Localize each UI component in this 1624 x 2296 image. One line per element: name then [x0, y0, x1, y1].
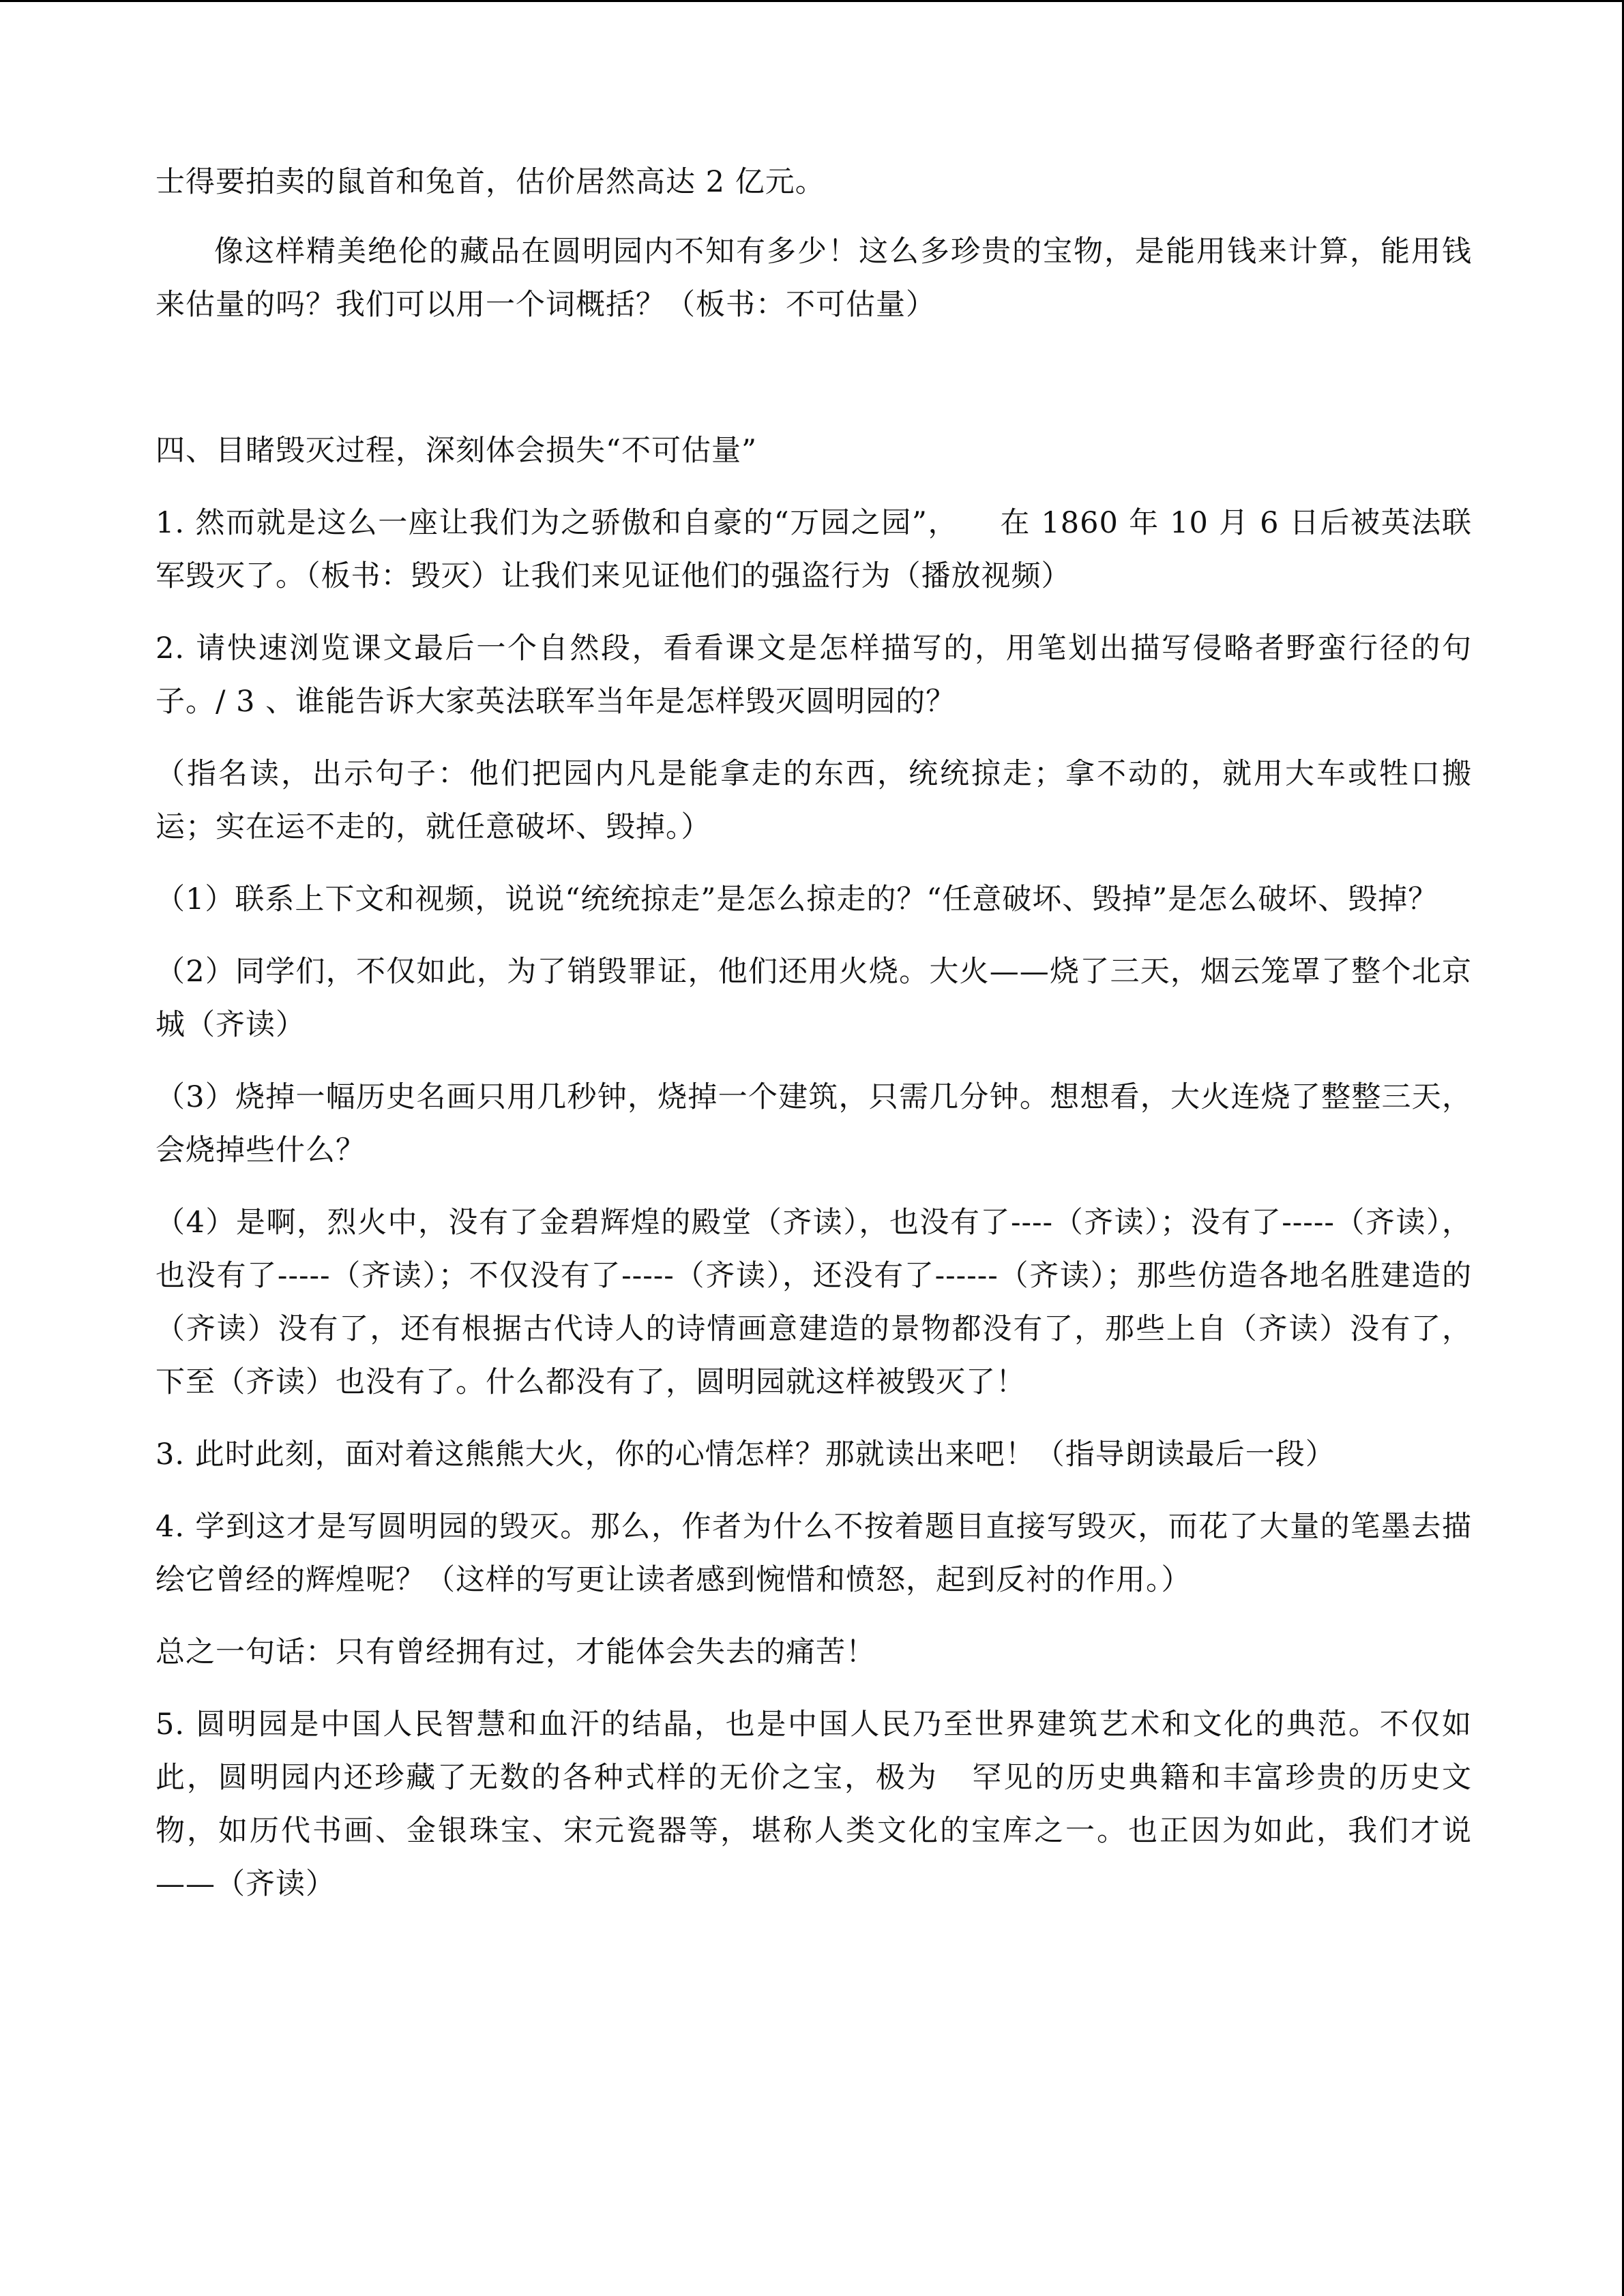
paragraph-item-5: 5. 圆明园是中国人民智慧和血汗的结晶，也是中国人民乃至世界建筑艺术和文化的典范。不仅如此，圆明园内还珍藏了无数的各种式样的无价之宝，极为 罕见的历史典籍和丰富珍贵的历史文物，如历代书画、金银珠宝、宋元瓷器等，堪称人类文化的宝库之一。也正因为如此，我们才说——（齐读）: [156, 1708, 1472, 1901]
paragraph-quote-reading: （指名读，出示句子：他们把园内凡是能拿走的东西，统统掠走；拿不动的，就用大车或牲口搬运；实在运不走的，就任意破坏、毁掉。）: [156, 757, 1472, 844]
paragraph-treasures: 像这样精美绝伦的藏品在圆明园内不知有多少！这么多珍贵的宝物，是能用钱来计算，能用钱来估量的吗？我们可以用一个词概括？（板书：不可估量）: [156, 235, 1472, 322]
paragraph-sub-4: （4）是啊，烈火中，没有了金碧辉煌的殿堂（齐读），也没有了----（齐读）；没有了-----（齐读），也没有了-----（齐读）；不仅没有了-----（齐读），还没有了------（齐读）；那些仿造各地名胜建造的（齐读）没有了，还有根据古代诗人的诗情画意建造的景物都没有了，那些上自（齐读）没有了，下至（齐读）也没有了。什么都没有了，圆明园就这样被毁灭了！: [156, 1206, 1472, 1399]
paragraph-continuation: 士得要拍卖的鼠首和兔首，估价居然高达 2 亿元。: [156, 165, 825, 199]
paragraph-sub-1: （1）联系上下文和视频，说说“统统掠走”是怎么掠走的？“任意破坏、毁掉”是怎么破坏、毁掉？: [156, 882, 1438, 916]
paragraph-item-2: 2. 请快速浏览课文最后一个自然段，看看课文是怎样描写的，用笔划出描写侵略者野蛮行径的句子。/ 3 、谁能告诉大家英法联军当年是怎样毁灭圆明园的？: [156, 631, 1472, 719]
paragraph-summary: 总之一句话：只有曾经拥有过，才能体会失去的痛苦！: [156, 1635, 876, 1669]
paragraph-item-4: 4. 学到这才是写圆明园的毁灭。那么，作者为什么不按着题目直接写毁灭，而花了大量的笔墨去描绘它曾经的辉煌呢？（这样的写更让读者感到惋惜和愤怒，起到反衬的作用。）: [156, 1510, 1472, 1597]
paragraph-item-1: 1. 然而就是这么一座让我们为之骄傲和自豪的“万园之园”， 在 1860 年 10 月 6 日后被英法联军毁灭了。（板书：毁灭）让我们来见证他们的强盗行为（播放视频）: [156, 506, 1472, 593]
paragraph-sub-2: （2）同学们，不仅如此，为了销毁罪证，他们还用火烧。大火——烧了三天，烟云笼罩了整个北京城（齐读）: [156, 955, 1472, 1042]
paragraph-item-3: 3. 此时此刻，面对着这熊熊大火，你的心情怎样？那就读出来吧！（指导朗读最后一段）: [156, 1437, 1335, 1472]
document-body: [156, 155, 1472, 1911]
page-border-top: [0, 0, 1624, 2]
section-heading-4: 四、目睹毁灭过程，深刻体会损失“不可估量”: [156, 434, 757, 468]
paragraph-sub-3: （3）烧掉一幅历史名画只用几秒钟，烧掉一个建筑，只需几分钟。想想看，大火连烧了整整三天，会烧掉些什么？: [156, 1080, 1472, 1167]
